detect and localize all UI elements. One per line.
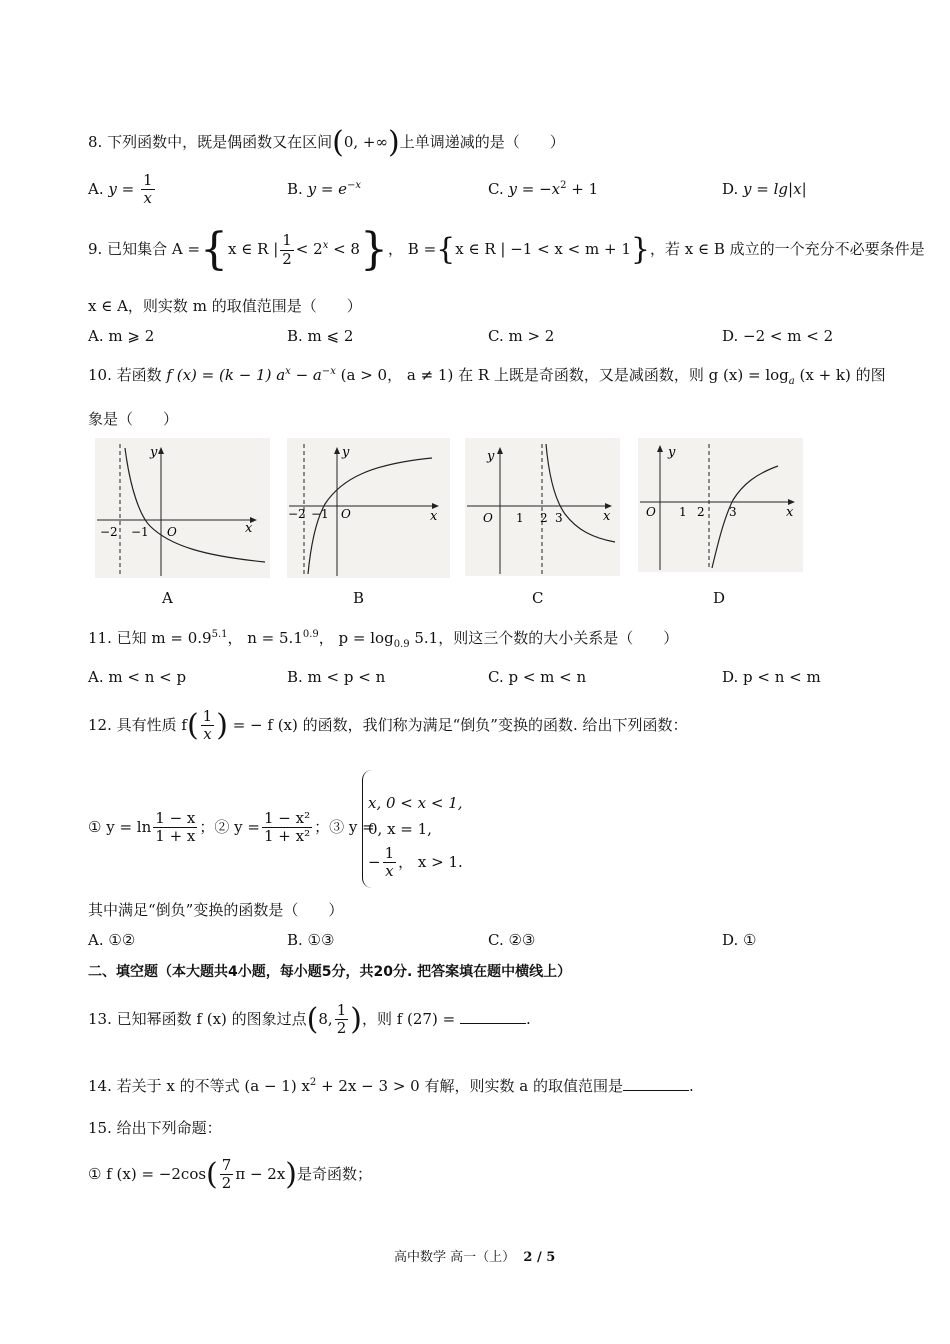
q12-functions: ① y = ln $\frac{1 - x}{1 + x}$ ；② y = $\frac{\text{1 − x²}}{\text{1 + x²}}$ ；③ y = (88, 809, 375, 846)
graph-c-tick-1: 1 (516, 511, 524, 525)
q12-stem: 12. 具有性质 f( $\frac{1}{x}$ ) = − f (x) 的函数，我们称为满足“倒负”变换的函数. 给出下列函数： (88, 707, 688, 744)
q8-option-a: A. y = $\frac{1}{x}$ (88, 171, 153, 208)
graph-d-tick-3: 3 (729, 505, 737, 519)
q12-option-a: A. ①② (88, 931, 136, 949)
q9-option-d: D. −2 < m < 2 (722, 327, 834, 345)
q8-option-b: B. $y = e^{-x}$ (287, 180, 362, 198)
graph-d-tick-2: 2 (697, 505, 705, 519)
graph-a (95, 438, 270, 578)
graph-d-x-label: x (786, 505, 794, 520)
q15-item-1: ① f (x) = −2cos( $\frac{7}{2}$ π − 2x)是奇函数； (88, 1156, 373, 1193)
q11-option-b: B. m < p < n (287, 668, 386, 686)
graph-b-y-label: y (342, 445, 350, 460)
graph-b (287, 438, 450, 578)
graph-d-origin: O (646, 505, 656, 519)
q13-answer-blank[interactable] (460, 1009, 526, 1024)
graph-d-y-label: y (668, 445, 676, 460)
page-footer: 高中数学 高一（上） 2 / 5 (394, 1250, 556, 1265)
q15-stem: 15. 给出下列命题： (88, 1119, 222, 1137)
graph-a-x-label: x (245, 521, 253, 536)
section-2-heading: 二、填空题（本大题共4小题，每小题5分，共20分. 把答案填在题中横线上） (88, 964, 572, 980)
q12-piece-2: 0, x = 1, (368, 820, 432, 838)
q9-line2: x ∈ A，则实数 m 的取值范围是（ ） (88, 297, 362, 315)
q11-option-d: D. p < n < m (722, 668, 821, 686)
graph-c (465, 438, 620, 576)
q9-option-b: B. m ⩽ 2 (287, 327, 354, 345)
q12-option-b: B. ①③ (287, 931, 335, 949)
q8-option-c: C. $y = -x^2 + 1$ (488, 180, 599, 198)
graph-b-x-label: x (430, 509, 438, 524)
q12-option-c: C. ②③ (488, 931, 536, 949)
q9-stem: 9. 已知集合 A ={x ∈ R | $\frac{1}{2}$ < $2^x < 8$}， B ={x ∈ R | −1 < x < m + 1}，若 x ∈ B 成立的一个充分不必要条件是 (88, 224, 925, 275)
graph-c-x-label: x (603, 509, 611, 524)
graph-c-caption: C (532, 589, 544, 607)
graph-a-tick-2: −1 (131, 525, 149, 539)
graph-a-origin: O (167, 525, 177, 539)
graph-d-caption: D (713, 589, 726, 607)
q9-option-a: A. m ⩾ 2 (88, 327, 155, 345)
q11-option-c: C. p < m < n (488, 668, 587, 686)
graph-b-tick-2: −1 (311, 507, 329, 521)
graph-c-y-label: y (487, 449, 495, 464)
q11-stem: 11. 已知 $m = 0.9^{5.1}$， $n = 5.1^{0.9}$， $p = \log_{0.9} 5.1$，则这三个数的大小关系是（ ） (88, 629, 679, 650)
graph-d-tick-1: 1 (679, 505, 687, 519)
q12-question: 其中满足“倒负”变换的函数是（ ） (88, 901, 344, 919)
q9-option-c: C. m > 2 (488, 327, 555, 345)
q12-piece-1: x, 0 < x < 1, (368, 794, 463, 812)
graph-d (638, 438, 803, 572)
q8-stem: 8. 下列函数中，既是偶函数又在区间(0, +∞)上单调递减的是（ ） (88, 125, 565, 160)
graph-c-tick-2: 2 (540, 511, 548, 525)
q10-line2: 象是（ ） (88, 410, 179, 428)
q12-piece-3: − $\frac{1}{x}$ ， x > 1. (368, 844, 463, 881)
q14-stem: 14. 若关于 x 的不等式 (a − 1) $x^2 + 2x - 3 > 0$ 有解，则实数 a 的取值范围是 . (88, 1077, 694, 1095)
q13-stem: 13. 已知幂函数 f (x) 的图象过点(8, $\frac{1}{2}$ )，则 f (27) = . (88, 1001, 531, 1038)
q8-option-d: D. y = lg|x| (722, 180, 807, 198)
q11-option-a: A. m < n < p (88, 668, 187, 686)
graph-a-tick-1: −2 (100, 525, 118, 539)
graph-a-y-label: y (150, 445, 158, 460)
q12-option-d: D. ① (722, 931, 757, 949)
graph-b-caption: B (353, 589, 365, 607)
q14-answer-blank[interactable] (623, 1076, 689, 1091)
graph-c-origin: O (483, 511, 493, 525)
q10-stem: 10. 若函数 f (x) = (k − 1) $a^x - a^{-x}$ (a > 0， a ≠ 1) 在 R 上既是奇函数，又是减函数，则 g $(x) = \log_a (x + k)$ 的图 (88, 366, 886, 387)
graph-a-caption: A (162, 589, 173, 607)
graph-c-tick-3: 3 (555, 511, 563, 525)
graph-b-tick-1: −2 (288, 507, 306, 521)
graph-b-origin: O (341, 507, 351, 521)
